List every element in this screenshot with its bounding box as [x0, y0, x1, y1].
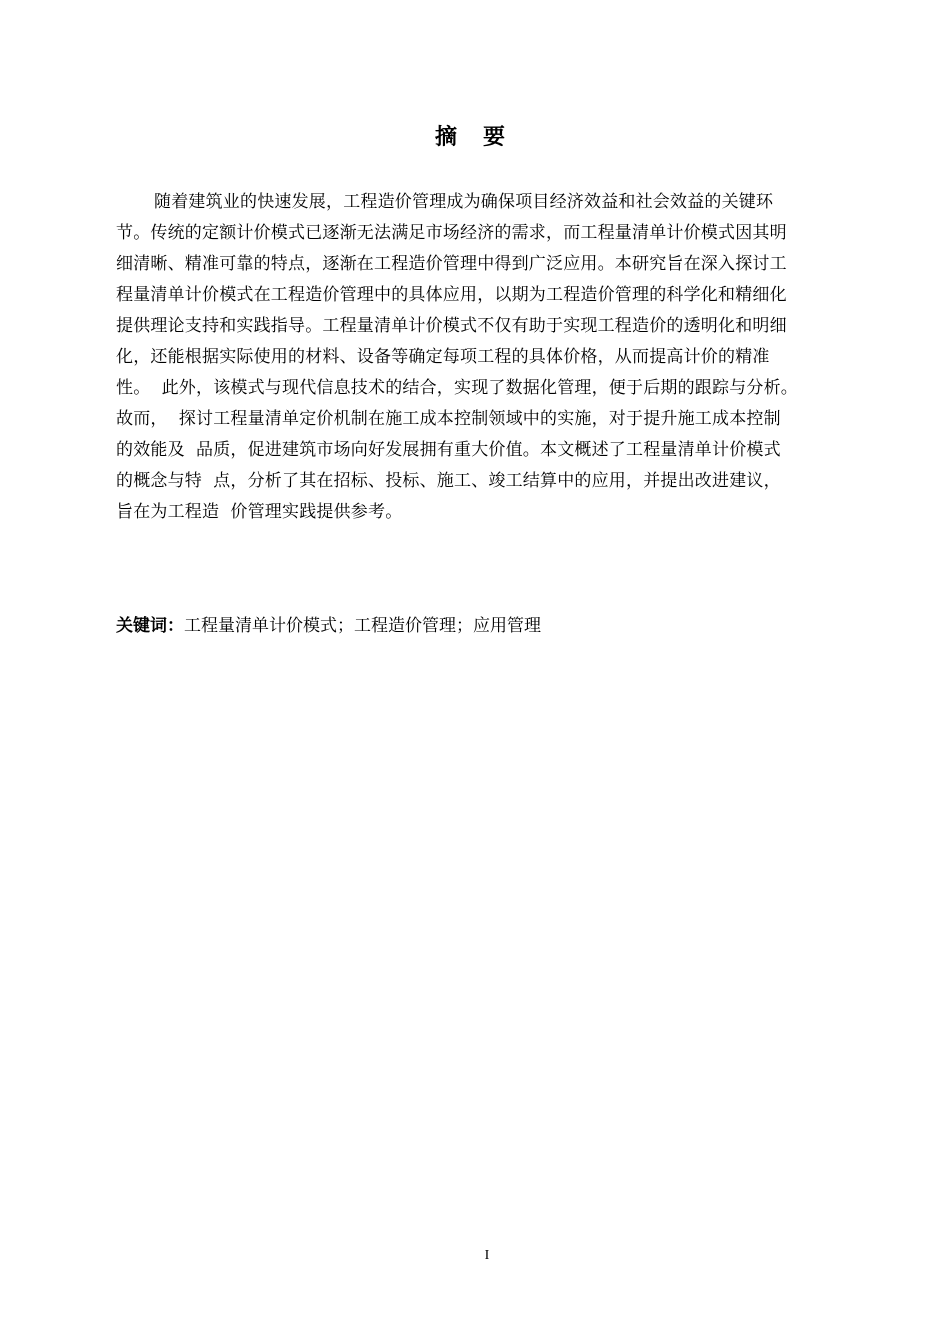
keywords-label: 关键词：	[116, 616, 184, 636]
abstract-line: 随着建筑业的快速发展，工程造价管理成为确保项目经济效益和社会效益的关键环	[154, 192, 774, 212]
abstract-line: 故而， 探讨工程量清单定价机制在施工成本控制领域中的实施，对于提升施工成本控制	[116, 409, 781, 429]
abstract-line: 化，还能根据实际使用的材料、设备等确定每项工程的具体价格，从而提高计价的精准	[116, 347, 770, 367]
keywords-line	[116, 611, 541, 642]
abstract-title: 摘要	[434, 125, 531, 150]
abstract-line: 节。传统的定额计价模式已逐渐无法满足市场经济的需求，而工程量清单计价模式因其明	[116, 223, 787, 243]
abstract-line: 的概念与特 点，分析了其在招标、投标、施工、竣工结算中的应用，并提出改进建议，	[116, 471, 781, 491]
abstract-line: 性。 此外，该模式与现代信息技术的结合，实现了数据化管理，便于后期的跟踪与分析。	[116, 378, 799, 398]
abstract-line: 程量清单计价模式在工程造价管理中的具体应用，以期为工程造价管理的科学化和精细化	[116, 285, 787, 305]
keywords-value: 工程量清单计价模式；工程造价管理；应用管理	[184, 616, 541, 636]
abstract-line: 旨在为工程造 价管理实践提供参考。	[116, 502, 403, 522]
page-number: I	[484, 1248, 490, 1263]
abstract-body	[116, 187, 856, 528]
abstract-line: 的效能及 品质，促进建筑市场向好发展拥有重大价值。本文概述了工程量清单计价模式	[116, 440, 781, 460]
abstract-line: 细清晰、精准可靠的特点，逐渐在工程造价管理中得到广泛应用。本研究旨在深入探讨工	[116, 254, 787, 274]
abstract-line: 提供理论支持和实践指导。工程量清单计价模式不仅有助于实现工程造价的透明化和明细	[116, 316, 787, 336]
